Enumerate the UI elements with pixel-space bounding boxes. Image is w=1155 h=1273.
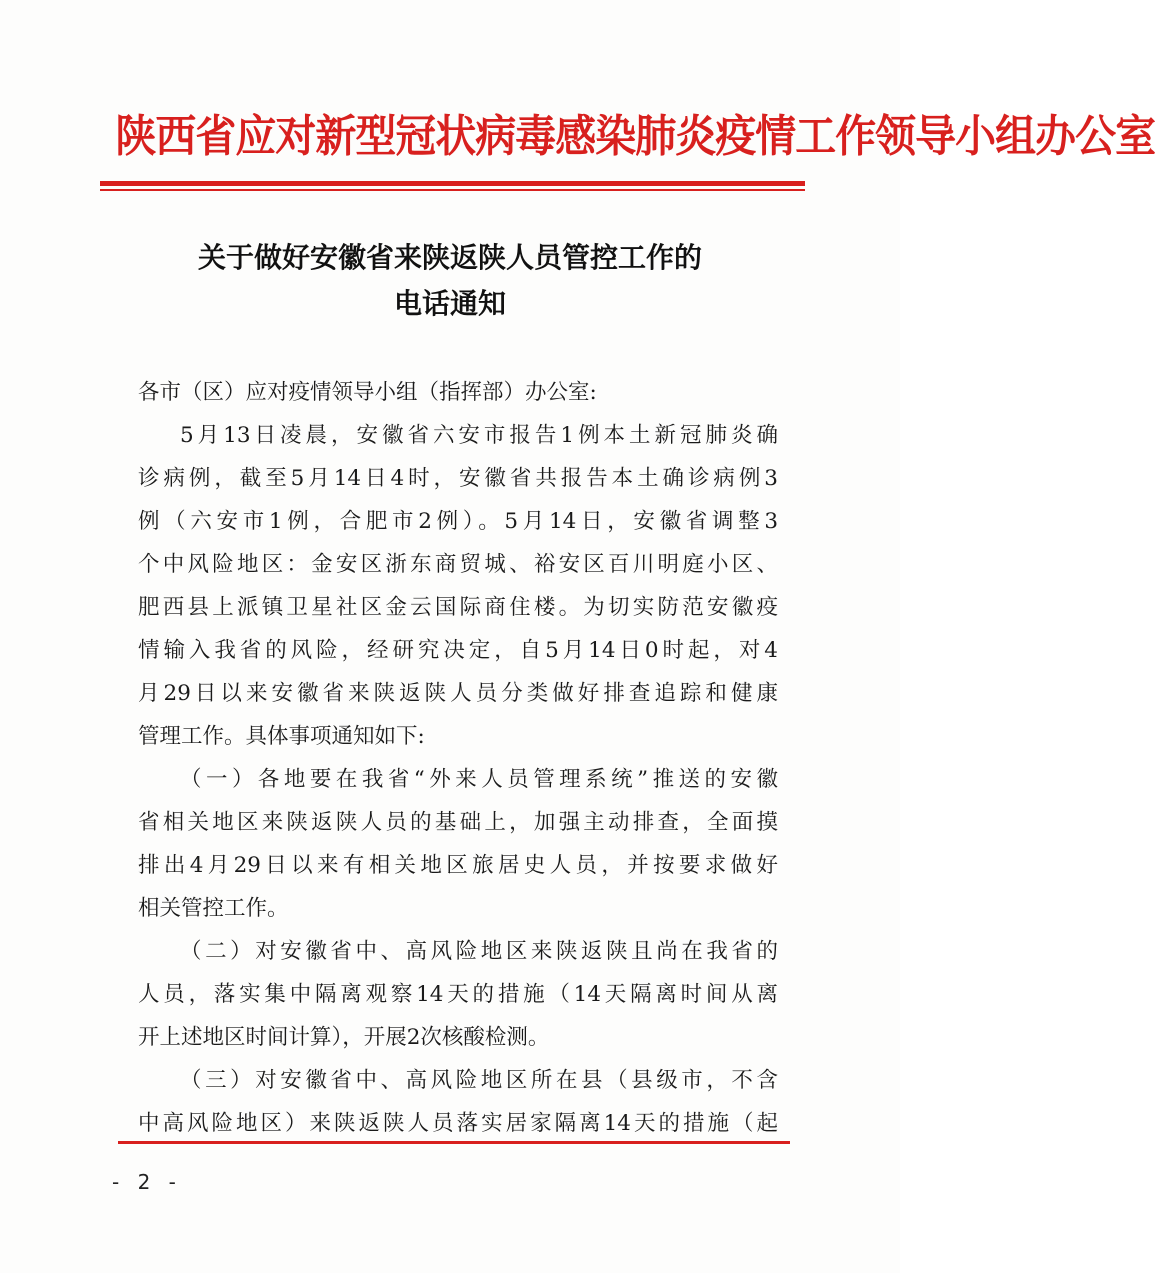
paragraph-line: 肥西县上派镇卫星社区金云国际商住楼。为切实防范安徽疫	[138, 595, 778, 620]
paragraph-line: 情输入我省的风险，经研究决定，自5月14日0时起，对4	[138, 638, 778, 663]
page-number: - 2 -	[112, 1170, 182, 1194]
document-title-line-2: 电话通知	[393, 287, 506, 320]
paragraph-line: （一）各地要在我省“外来人员管理系统”推送的安徽	[180, 767, 778, 792]
paragraph-line: 省相关地区来陕返陕人员的基础上，加强主动排查，全面摸	[138, 810, 778, 835]
paragraph-line: 排出4月29日以来有相关地区旅居史人员，并按要求做好	[138, 853, 778, 878]
paragraph-line: 诊病例，截至5月14日4时，安徽省共报告本土确诊病例3	[138, 466, 778, 491]
paragraph-line: 月29日以来安徽省来陕返陕人员分类做好排查追踪和健康	[138, 681, 778, 706]
paragraph-line: 中高风险地区）来陕返陕人员落实居家隔离14天的措施（起	[138, 1111, 778, 1136]
paragraph-line: 个中风险地区：金安区浙东商贸城、裕安区百川明庭小区、	[138, 552, 778, 577]
document-title-line-1: 关于做好安徽省来陕返陕人员管控工作的	[197, 241, 702, 274]
paragraph-line: 例（六安市1例，合肥市2例）。5月14日，安徽省调整3	[138, 509, 778, 534]
paragraph-line: 管理工作。具体事项通知如下:	[138, 724, 425, 749]
letterhead-red-rule-thin	[100, 189, 805, 191]
paragraph-line: （二）对安徽省中、高风险地区来陕返陕且尚在我省的	[180, 939, 778, 964]
footer-red-rule	[118, 1141, 790, 1144]
paragraph-line: （三）对安徽省中、高风险地区所在县（县级市，不含	[180, 1068, 778, 1093]
salutation: 各市（区）应对疫情领导小组（指挥部）办公室:	[138, 380, 597, 405]
letterhead-org-name: 陕西省应对新型冠状病毒感染肺炎疫情工作领导小组办公室	[115, 111, 1155, 162]
paragraph-line: 相关管控工作。	[138, 896, 289, 921]
paragraph-line: 开上述地区时间计算），开展2次核酸检测。	[138, 1025, 550, 1050]
paragraph-line: 5月13日凌晨，安徽省六安市报告1例本土新冠肺炎确	[180, 423, 778, 448]
letterhead-red-rule-thick	[100, 181, 805, 186]
paragraph-line: 人员，落实集中隔离观察14天的措施（14天隔离时间从离	[138, 982, 778, 1007]
